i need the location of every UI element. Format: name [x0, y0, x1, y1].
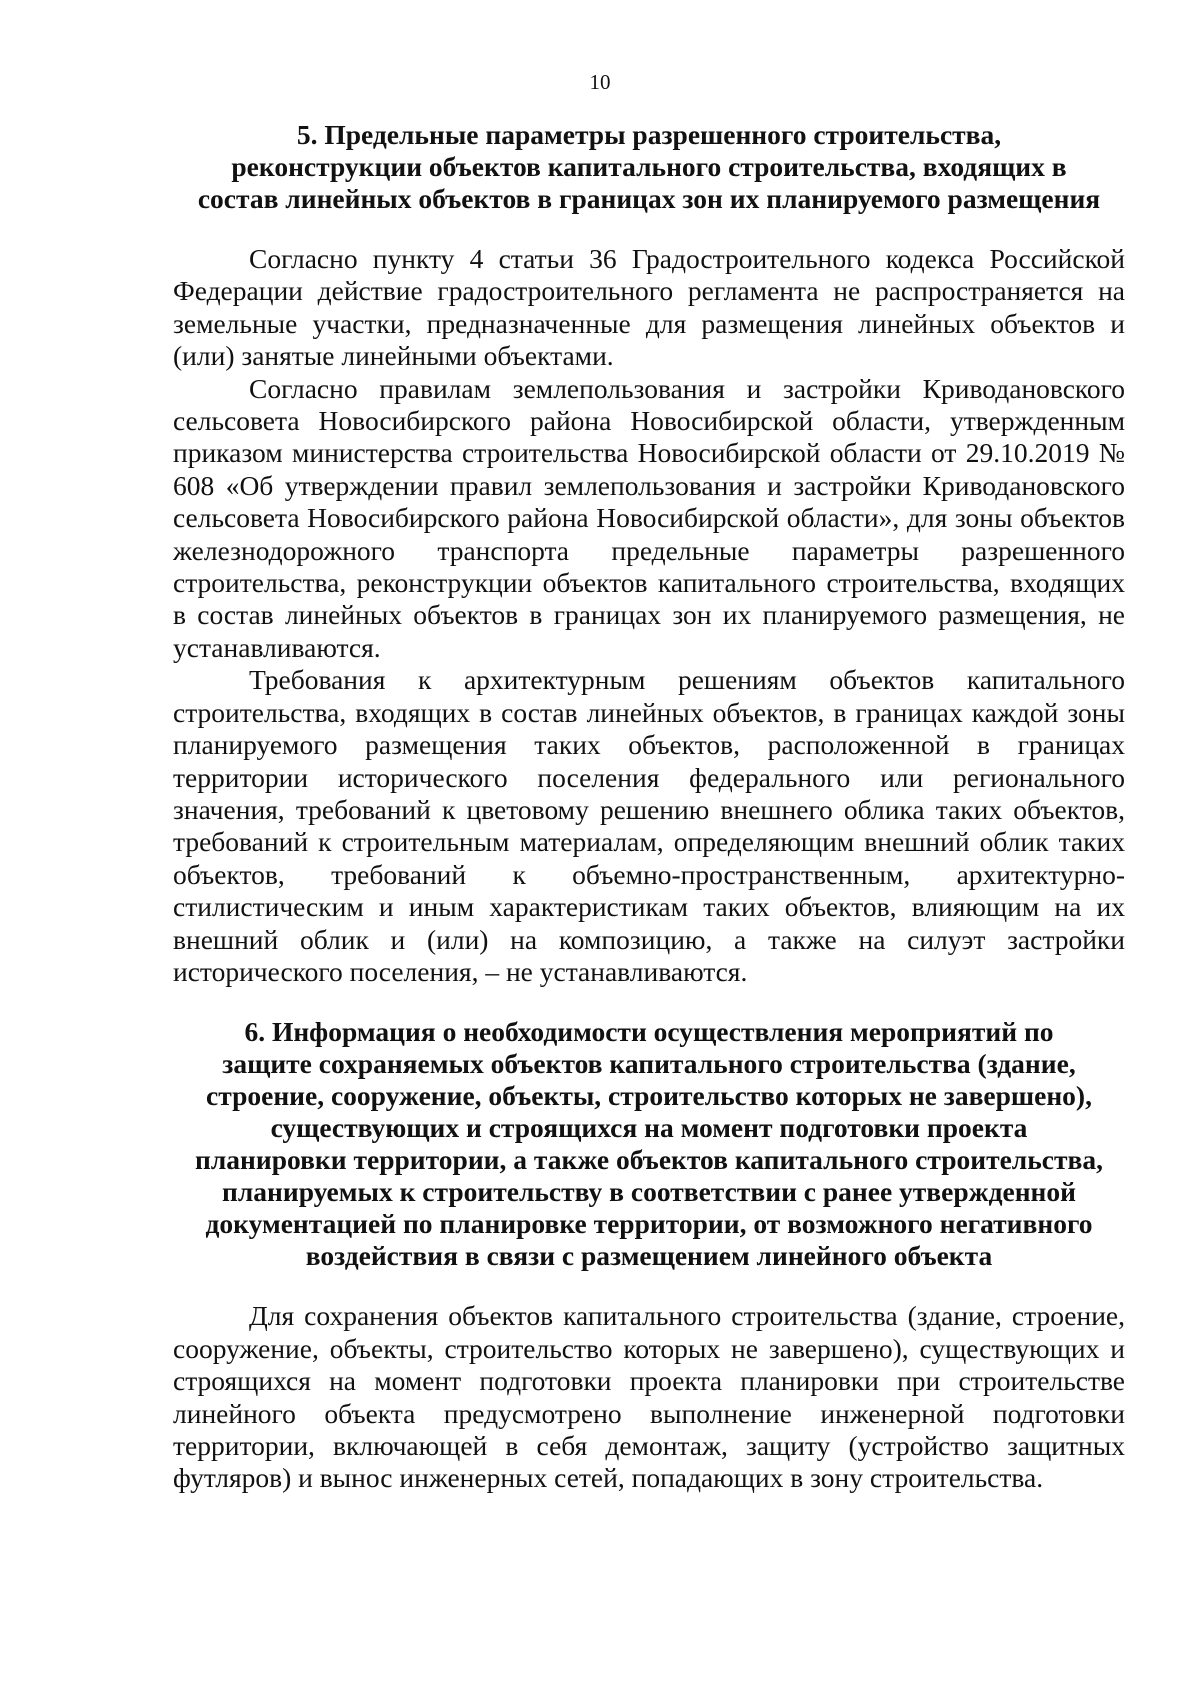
section-5-heading — [173, 119, 1125, 215]
section-5-paragraph: Согласно правилам землепользования и застройки Криводановского сельсовета Новосибирского района Новосибирской области, утвержденным приказом министерства строительства Новосибирской области от 29.10.2019 № 608 «Об утверждении правил землепользования и застройки Криводановского сельсовета Новосибирского района Новосибирской области», для зоны объектов железнодорожного транспорта предельные параметры разрешенного строительства, реконструкции объектов капитального строительства, входящих в состав линейных объектов в границах зон их планируемого размещения, не устанавливаются. — [173, 372, 1125, 663]
section-6-heading — [173, 1016, 1125, 1272]
section-5-heading-line: состав линейных объектов в границах зон их планируемого размещения — [197, 183, 1101, 214]
section-6-heading-line: защите сохраняемых объектов капитального строительства (здание, — [222, 1048, 1076, 1080]
section-6-paragraph: Для сохранения объектов капитального строительства (здание, строение, сооружение, объекты, строительство которых не завершено), существующих и строящихся на момент подготовки проекта планировки при строительстве линейного объекта предусмотрено выполнение инженерной подготовки территории, включающей в себя демонтаж, защиту (устройство защитных футляров) и вынос инженерных сетей, попадающих в зону строительства. — [173, 1300, 1125, 1494]
section-6-heading-line: существующих и строящихся на момент подготовки проекта — [270, 1112, 1028, 1144]
section-6-heading-line: планируемых к строительству в соответствии с ранее утвержденной — [222, 1176, 1076, 1208]
section-6-heading-line: строение, сооружение, объекты, строительство которых не завершено), — [206, 1080, 1092, 1112]
section-5-heading-line: 5. Предельные параметры разрешенного строительства, — [296, 119, 1002, 150]
section-5-paragraph: Требования к архитектурным решениям объектов капитального строительства, входящих в состав линейных объектов, в границах каждой зоны планируемого размещения таких объектов, расположенной в границах территории исторического поселения федерального или регионального значения, требований к цветовому решению внешнего облика таких объектов, требований к строительным материалам, определяющим внешний облик таких объектов, требований к объемно-пространственным, архитектурно-стилистическим и иным характеристикам таких объектов, влияющим на их внешний облик и (или) на композицию, а также на силуэт застройки исторического поселения, – не устанавливаются. — [173, 664, 1125, 987]
section-6-heading-line: воздействия в связи с размещением линейного объекта — [305, 1240, 993, 1272]
page-number: 10 — [589, 70, 611, 94]
section-5-heading-line: реконструкции объектов капитального строительства, входящих в — [231, 151, 1067, 182]
section-6-heading-line: планировки территории, а также объектов капитального строительства, — [195, 1144, 1103, 1176]
page-content — [173, 119, 1125, 1495]
section-6-heading-line: документацией по планировке территории, от возможного негативного — [205, 1208, 1093, 1240]
section-6-heading-line: 6. Информация о необходимости осуществления мероприятий по — [244, 1016, 1054, 1048]
section-5-paragraph: Согласно пункту 4 статьи 36 Градостроительного кодекса Российской Федерации действие градостроительного регламента не распространяется на земельные участки, предназначенные для размещения линейных объектов и (или) занятые линейными объектами. — [173, 243, 1125, 372]
